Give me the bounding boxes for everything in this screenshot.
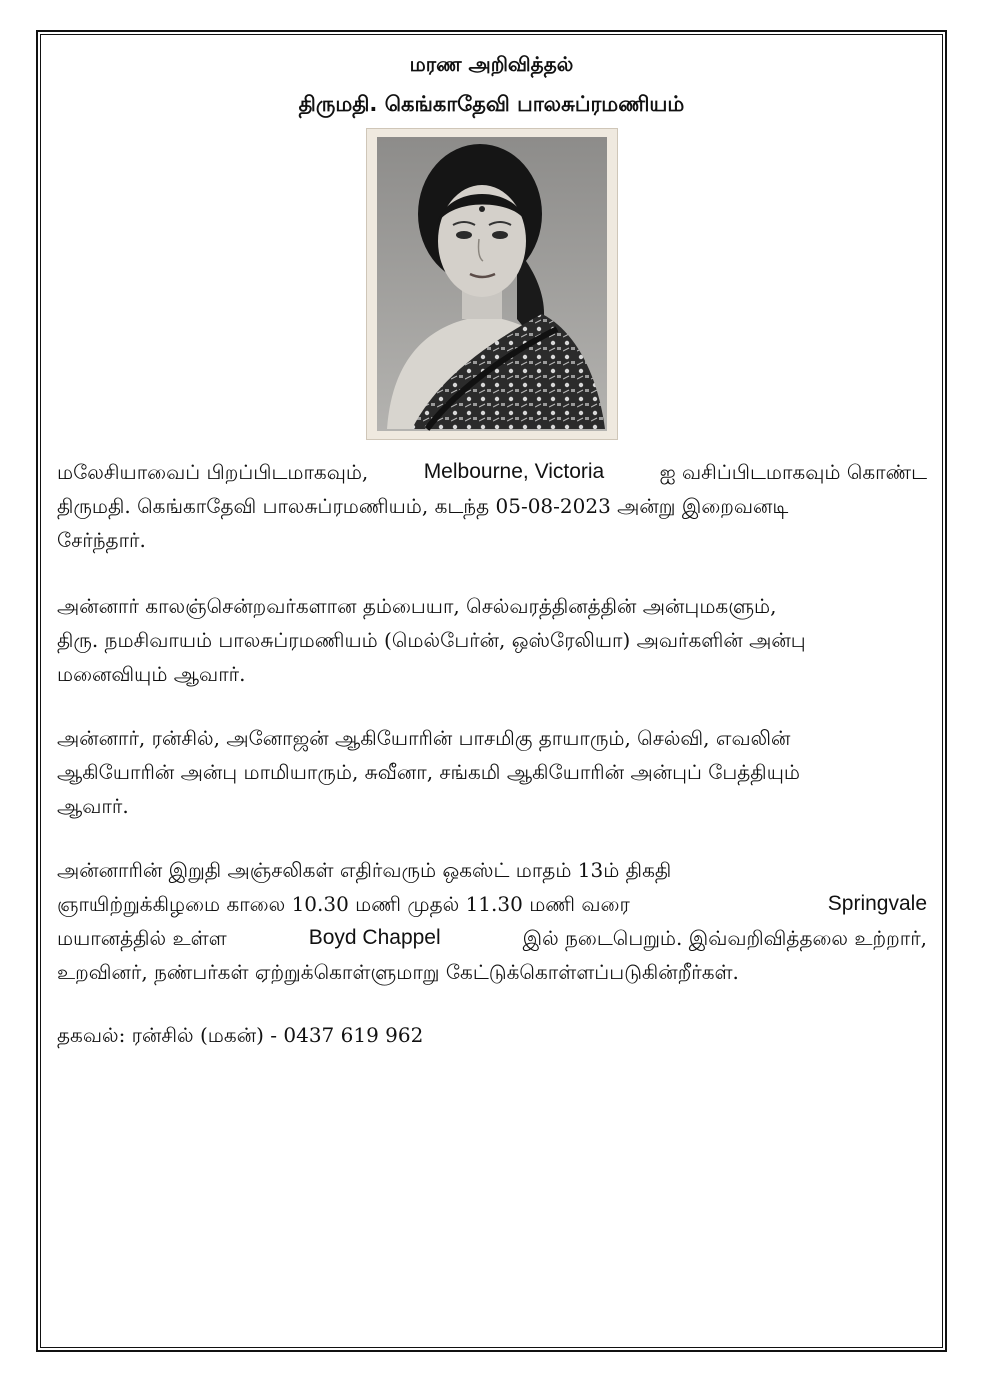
p1-line2: திருமதி. கெங்காதேவி பாலசுப்ரமணியம், கடந்த 05-08-2023 அன்று இறைவனடி [57, 494, 789, 518]
paragraph-funeral [57, 853, 927, 989]
paragraph-birth [57, 455, 927, 557]
location-springvale: Springvale [827, 892, 927, 915]
p3-line3: ஆவார். [57, 794, 129, 818]
location-melbourne: Melbourne, Victoria [423, 460, 605, 483]
contact-info [57, 1018, 927, 1052]
p4-line3-a: மயானத்தில் உள்ள [57, 926, 227, 950]
paragraph-relatives [57, 721, 927, 823]
contact-line: தகவல்: ரன்சில் (மகன்) - 0437 619 962 [57, 1023, 424, 1047]
p4-line1: அன்னாரின் இறுதி அஞ்சலிகள் எதிர்வரும் ஒகஸ்ட் மாதம் 13ம் திகதி [57, 858, 672, 882]
p4-line4: உறவினர், நண்பர்கள் ஏற்றுக்கொள்ளுமாறு கேட்டுக்கொள்ளப்படுகின்றீர்கள். [57, 960, 739, 984]
p2-line3: மனைவியும் ஆவார். [57, 662, 246, 686]
notice-title: மரண அறிவித்தல் [409, 52, 574, 76]
paragraph-family [57, 589, 927, 691]
p4-line2-a: ஞாயிற்றுக்கிழமை காலை 10.30 மணி முதல் 11.30 மணி வரை [57, 892, 630, 916]
p2-line1: அன்னார் காலஞ்சென்றவர்களான தம்பையா, செல்வரத்தினத்தின் அன்புமகளும், [57, 594, 777, 618]
p1-line3: சேர்ந்தார். [57, 528, 146, 552]
deceased-name: திருமதி. கெங்காதேவி பாலசுப்ரமணியம் [298, 92, 685, 116]
p1-line1-a: மலேசியாவைப் பிறப்பிடமாகவும், [57, 460, 369, 484]
p2-line2: திரு. நமசிவாயம் பாலசுப்ரமணியம் (மெல்பேர்ன், ஒஸ்ரேலியா) அவர்களின் அன்பு [57, 628, 806, 652]
p3-line2: ஆகியோரின் அன்பு மாமியாரும், சுவீனா, சங்கமி ஆகியோரின் அன்புப் பேத்தியும் [57, 760, 800, 784]
p1-line1-c: ஐ வசிப்பிடமாகவும் கொண்ட [659, 460, 927, 484]
p3-line1: அன்னார், ரன்சில், அனோஜன் ஆகியோரின் பாசமிகு தாயாரும், செல்வி, எவலின் [57, 726, 791, 750]
portrait-photo [366, 128, 618, 440]
p4-line3-c: இல் நடைபெறும். இவ்வறிவித்தலை உற்றார், [522, 926, 927, 950]
location-boyd-chappel: Boyd Chappel [308, 926, 441, 949]
